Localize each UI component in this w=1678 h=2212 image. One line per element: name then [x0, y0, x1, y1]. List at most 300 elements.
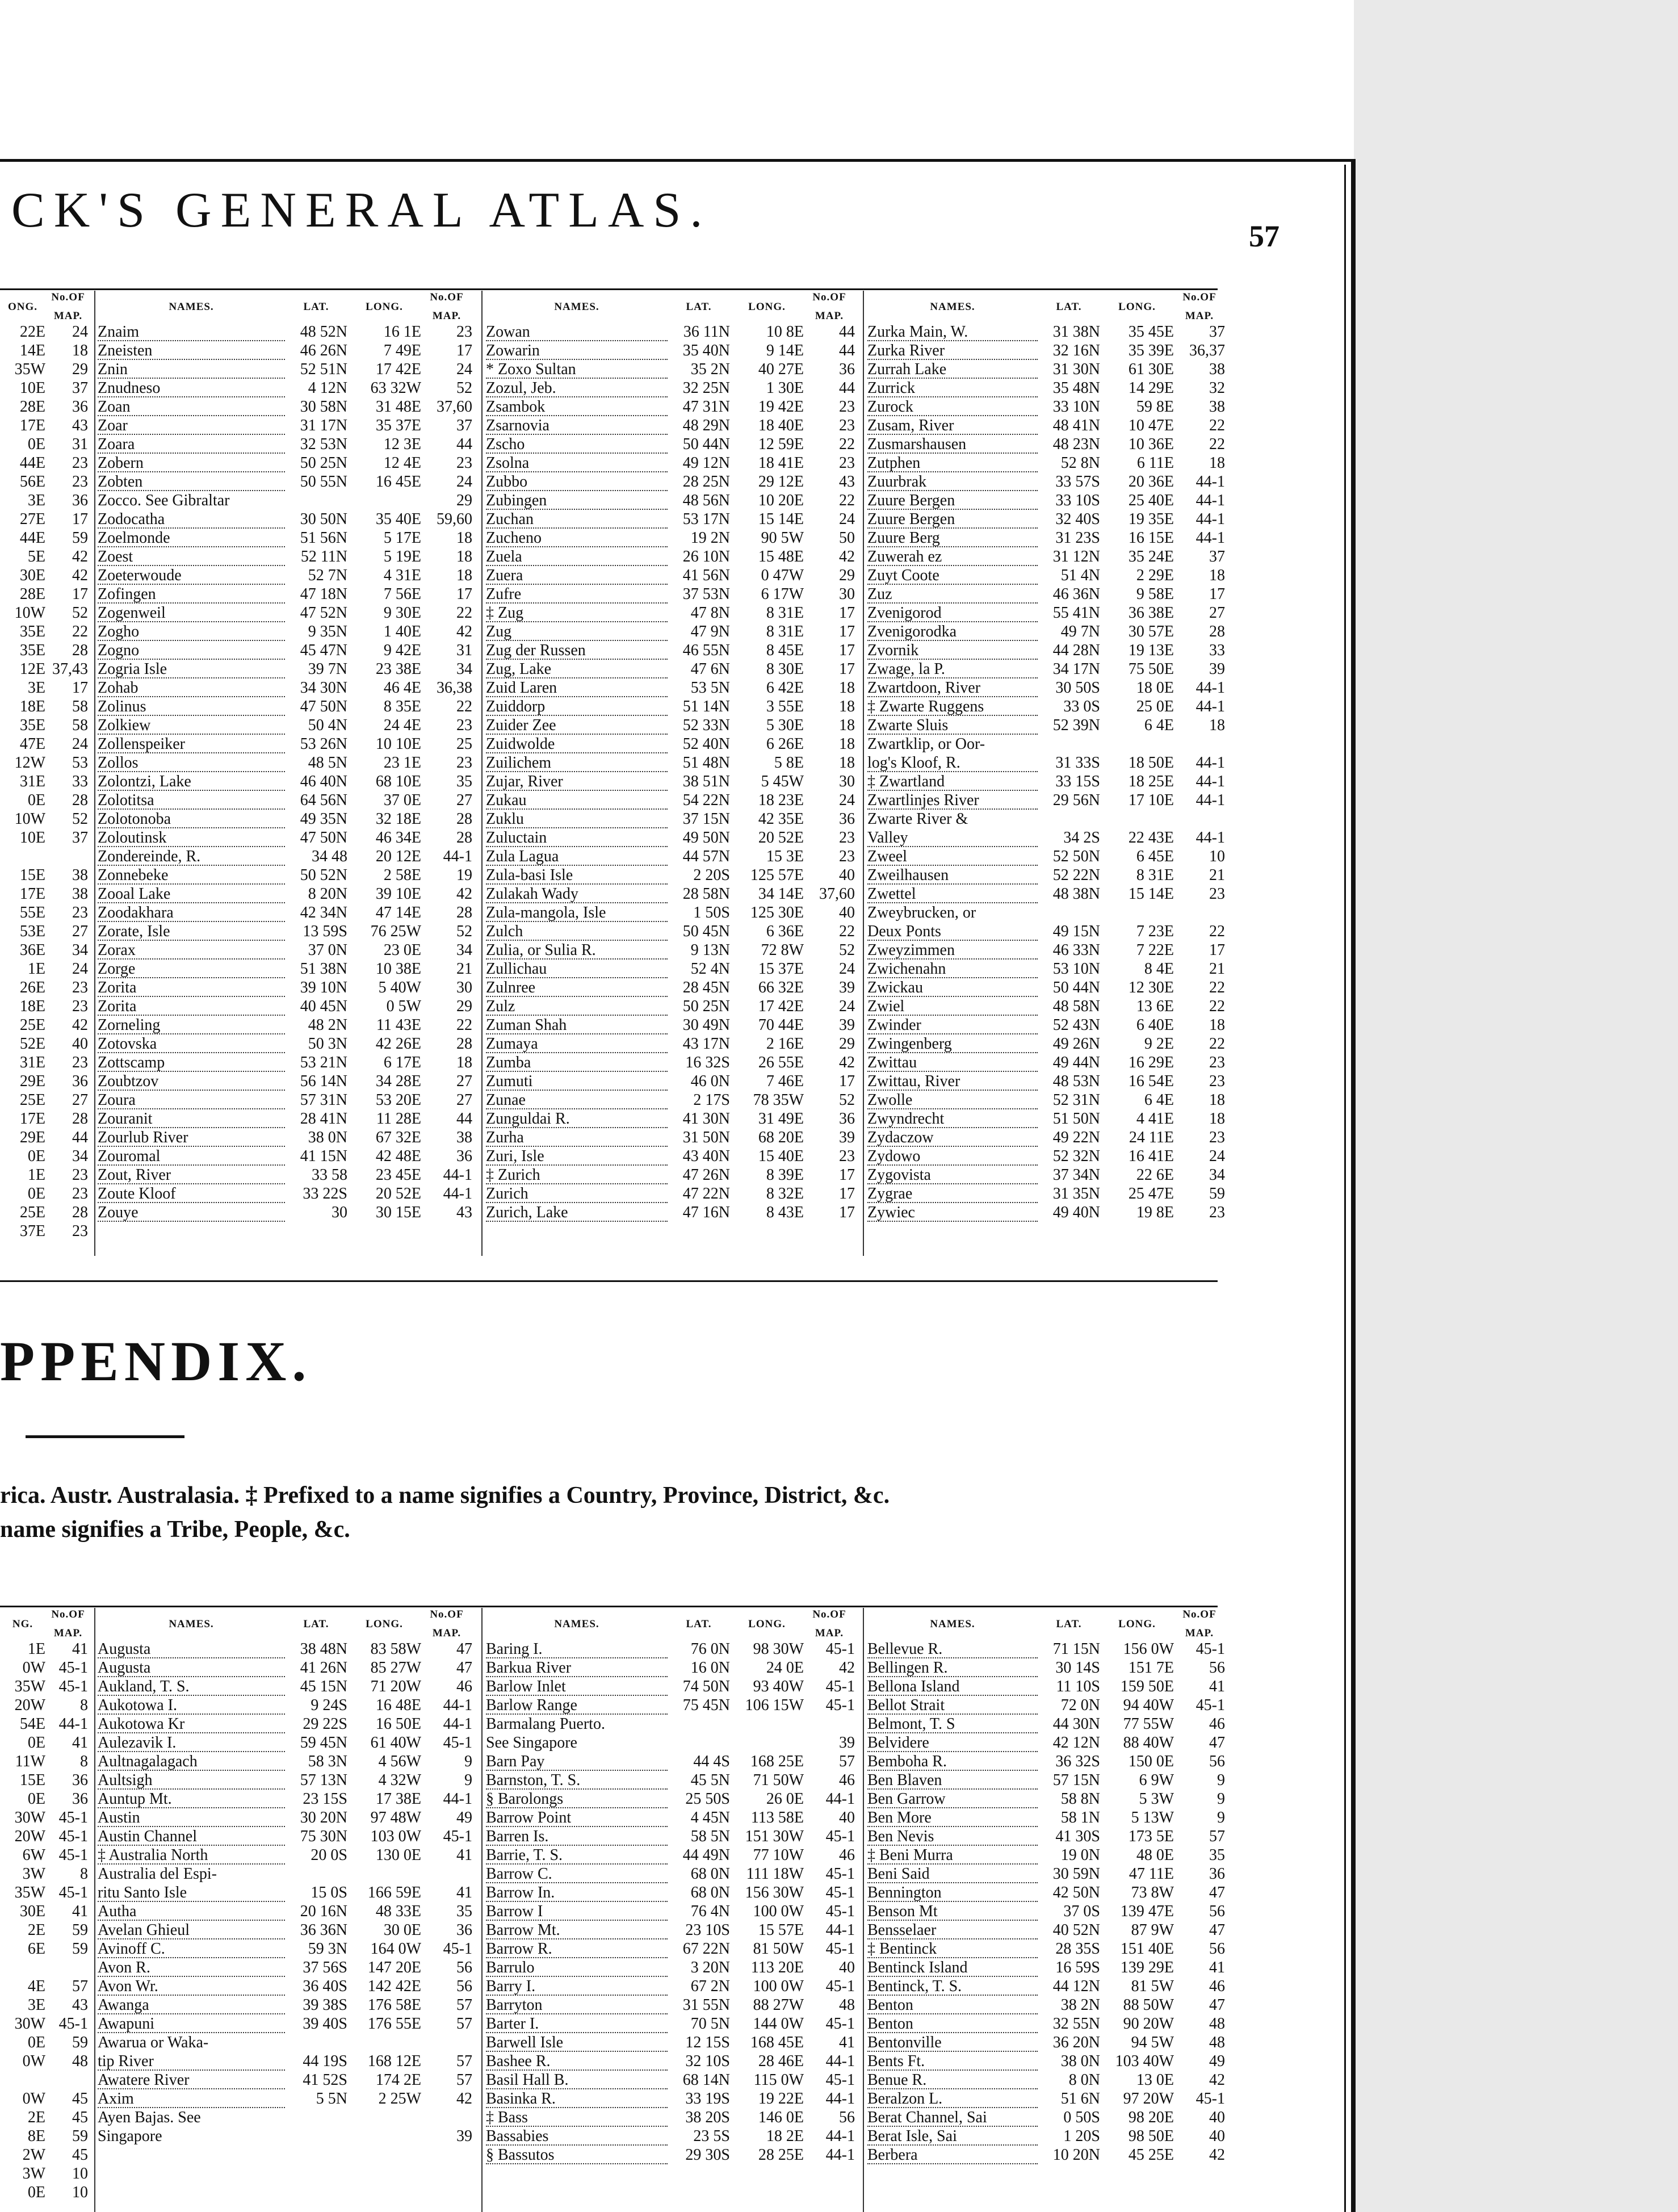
map-number: 28 — [456, 829, 472, 847]
latitude: 32 53N — [300, 435, 347, 453]
map-number: 22 — [1209, 1035, 1225, 1053]
table-row — [98, 510, 478, 529]
table-row — [0, 1166, 91, 1184]
longitude: 111 18W — [746, 1865, 804, 1883]
table-row — [867, 2014, 1231, 2033]
map-number: 42 — [456, 623, 472, 640]
table-row — [486, 1053, 861, 1072]
longitude: 35 39E — [1128, 342, 1174, 359]
latitude: 39 10N — [300, 979, 347, 996]
table-row — [0, 716, 91, 735]
longitude: 18 50E — [1128, 754, 1174, 772]
map-number: 42 — [456, 885, 472, 903]
table-row — [867, 2052, 1231, 2071]
table-row — [867, 1996, 1231, 2014]
latitude: 32 10S — [685, 2052, 730, 2070]
longitude: 39 10E — [375, 885, 421, 903]
place-name: Avon R. — [98, 1958, 285, 1977]
longitude — [0, 847, 45, 866]
place-name: Avon Wr. — [98, 1977, 285, 1996]
place-name: Zurha — [486, 1128, 668, 1147]
latitude: 52 22N — [1052, 866, 1100, 884]
table-row — [98, 660, 478, 678]
latitude: 44 49N — [682, 1846, 730, 1864]
table-row — [98, 1790, 478, 1808]
latitude: 31 12N — [1052, 548, 1100, 565]
latitude: 53 26N — [300, 735, 347, 753]
map-number: 50 — [839, 529, 855, 547]
latitude: 5 5N — [316, 2090, 347, 2108]
place-name: Zwittau, River — [867, 1072, 1038, 1091]
longitude: 22E — [19, 323, 45, 341]
latitude: 1 20S — [1063, 2127, 1100, 2145]
names-header: NAMES. — [554, 300, 599, 313]
longitude: 18 0E — [1136, 679, 1174, 697]
latitude — [668, 1733, 730, 1752]
place-name: Bensselaer — [867, 1921, 1038, 1939]
longitude: 113 20E — [750, 1959, 804, 1976]
map-number: 59 — [72, 2034, 88, 2051]
longitude: 2 29E — [1136, 567, 1174, 584]
map-number: 59 — [72, 2127, 88, 2145]
place-name: Zonnebeke — [98, 866, 285, 885]
table-row — [486, 2146, 861, 2164]
longitude: 6E — [27, 1940, 45, 1958]
map-number: 52 — [72, 604, 88, 622]
longitude: 30 0E — [383, 1921, 421, 1939]
map-number: 21 — [1209, 866, 1225, 884]
table-row — [0, 810, 91, 828]
longitude: 6 26E — [766, 735, 804, 753]
latitude: 33 10N — [1052, 398, 1100, 416]
latitude: 50 44N — [1052, 979, 1100, 996]
longitude: 47E — [19, 735, 45, 753]
column-divider — [481, 1608, 483, 2212]
longitude: 2 25W — [378, 2090, 421, 2108]
map-number: 40 — [72, 1035, 88, 1053]
longitude: 35E — [19, 717, 45, 734]
longitude: 34 14E — [758, 885, 804, 903]
column-header — [98, 1608, 478, 1640]
map-number: 28 — [72, 642, 88, 659]
map-number: 43 — [72, 417, 88, 434]
latitude: 33 22S — [303, 1185, 347, 1203]
names-header: NAMES. — [930, 300, 975, 313]
map-number: 45 — [72, 2090, 88, 2108]
longitude: 34 28E — [375, 1073, 421, 1090]
map-number: 41 — [72, 1734, 88, 1752]
longitude: 9 2E — [1144, 1035, 1174, 1053]
map-number: 28 — [72, 791, 88, 809]
table-row — [0, 866, 91, 885]
map-number: 37 — [456, 417, 472, 434]
map-number: 28 — [456, 810, 472, 828]
table-row — [0, 903, 91, 922]
table-row — [0, 566, 91, 585]
map-number: 45-1 — [1195, 1640, 1225, 1658]
lat-header: LAT. — [686, 1618, 712, 1630]
latitude: 49 15N — [1052, 923, 1100, 940]
place-name: Barrow Point — [486, 1808, 668, 1827]
map-number: 45-1 — [825, 1865, 855, 1883]
longitude: 31E — [19, 1054, 45, 1071]
latitude: 48 41N — [1052, 417, 1100, 434]
latitude: 46 33N — [1052, 941, 1100, 959]
map-number: 39 — [456, 2127, 472, 2145]
map-number: 36 — [456, 1147, 472, 1165]
longitude: 0E — [27, 1147, 45, 1165]
table-row — [486, 960, 861, 978]
longitude: 78 35W — [753, 1091, 804, 1109]
longitude: 94 5W — [1131, 2034, 1174, 2051]
table-row — [867, 1902, 1231, 1921]
map-number: 23 — [72, 998, 88, 1015]
longitude: 17 42E — [758, 998, 804, 1015]
longitude: 3E — [27, 1996, 45, 2014]
latitude: 38 2N — [1060, 1996, 1100, 2014]
place-name: Zowan — [486, 322, 668, 341]
place-name: Zscho — [486, 435, 668, 454]
map-number: 17 — [456, 585, 472, 603]
table-row — [867, 1865, 1231, 1883]
longitude: 18E — [19, 698, 45, 715]
latitude: 47 16N — [682, 1204, 730, 1221]
map-number: 42 — [839, 1659, 855, 1677]
map-number: 29 — [72, 361, 88, 378]
place-name: ‡ Australia North — [98, 1846, 285, 1865]
table-row — [486, 585, 861, 604]
latitude: 68 14N — [682, 2071, 730, 2089]
table-row — [867, 510, 1231, 529]
lat-header: LAT. — [686, 300, 712, 313]
longitude: 6 45E — [1136, 848, 1174, 865]
place-name: Avinoff C. — [98, 1939, 285, 1958]
longitude: 0 47W — [761, 567, 804, 584]
latitude: 3 20N — [690, 1959, 730, 1976]
longitude: 5 19E — [383, 548, 421, 565]
longitude: 37 0E — [383, 791, 421, 809]
map-number: 18 — [1209, 567, 1225, 584]
map-number: 57 — [456, 2052, 472, 2070]
table-row — [0, 322, 91, 341]
map-number: 37,43 — [52, 660, 88, 678]
longitude: 6 42E — [766, 679, 804, 697]
longitude: 2E — [27, 2109, 45, 2126]
place-name: Barnston, T. S. — [486, 1771, 668, 1790]
map-number: 45-1 — [1195, 1696, 1225, 1714]
longitude: 10 47E — [1128, 417, 1174, 434]
place-name: Barmalang Puerto. — [486, 1715, 605, 1733]
longitude: 8 39E — [766, 1166, 804, 1184]
longitude: 176 58E — [367, 1996, 421, 2014]
latitude: 19 0N — [1060, 1846, 1100, 1864]
place-name: Zwiel — [867, 997, 1038, 1016]
longitude: 168 25E — [750, 1753, 804, 1770]
upper-table-top-rule — [0, 288, 1218, 290]
table-row — [0, 2071, 91, 2089]
table-row — [0, 1091, 91, 1109]
longitude: 0E — [27, 1185, 45, 1203]
place-name: Barrow C. — [486, 1865, 668, 1883]
map-number: 45-1 — [825, 1640, 855, 1658]
place-name: Zolontzi, Lake — [98, 772, 285, 791]
table-row — [0, 660, 91, 678]
longitude: 8E — [27, 2127, 45, 2145]
longitude: 40 27E — [758, 361, 804, 378]
longitude: 93 40W — [753, 1678, 804, 1695]
place-name: Bentinck Island — [867, 1958, 1038, 1977]
map-number: 47 — [1209, 1884, 1225, 1901]
map-number: 45-1 — [825, 2071, 855, 2089]
longitude: 35E — [19, 623, 45, 640]
table-row — [486, 1977, 861, 1996]
latitude: 4 45N — [690, 1809, 730, 1826]
map-number: 17 — [72, 510, 88, 528]
longitude: 19 13E — [1128, 642, 1174, 659]
map-number: 9 — [1217, 1809, 1225, 1826]
table-row — [486, 1939, 861, 1958]
place-name: Zohab — [98, 678, 285, 697]
latitude: 58 8N — [1060, 1790, 1100, 1808]
place-name: Znudneso — [98, 379, 285, 397]
place-name: Baring I. — [486, 1640, 668, 1658]
table-row — [98, 1902, 478, 1921]
map-number — [804, 1715, 855, 1733]
map-number: 45-1 — [825, 1884, 855, 1901]
map-number: 37 — [1209, 323, 1225, 341]
table-row — [486, 1958, 861, 1977]
map-number: 36,38 — [437, 679, 472, 697]
table-row — [98, 1658, 478, 1677]
map-number: 22 — [1209, 979, 1225, 996]
map-number: 10 — [1209, 848, 1225, 865]
longitude: 11W — [15, 1753, 45, 1770]
appendix-legend-line-1: rica. Austr. Australasia. ‡ Prefixed to a name signifies a Country, Province, District, &c. — [0, 1482, 890, 1509]
latitude: 48 53N — [1052, 1073, 1100, 1090]
map-number: 52 — [839, 941, 855, 959]
table-row — [98, 472, 478, 491]
place-name: Zwingenberg — [867, 1034, 1038, 1053]
latitude: 38 0N — [1060, 2052, 1100, 2070]
longitude: 54E — [19, 1715, 45, 1733]
table-row — [486, 1790, 861, 1808]
table-row — [0, 1034, 91, 1053]
table-row — [867, 360, 1231, 379]
place-name: Zouromal — [98, 1147, 285, 1166]
longitude: 6 11E — [1136, 454, 1174, 472]
map-number: 47 — [456, 1659, 472, 1677]
latitude — [285, 491, 347, 510]
longitude: 32 18E — [375, 810, 421, 828]
latitude: 9 35N — [308, 623, 347, 640]
table-row — [867, 1128, 1231, 1147]
longitude: 14 29E — [1128, 379, 1174, 397]
map-number: 10 — [72, 2165, 88, 2182]
longitude: 18E — [19, 998, 45, 1015]
latitude: 37 15N — [682, 810, 730, 828]
map-header: No.OF MAP. — [812, 1608, 846, 1639]
map-number: 48 — [72, 2052, 88, 2070]
latitude: 33 15S — [1055, 773, 1100, 790]
map-number: 45-1 — [58, 1809, 88, 1826]
place-name: Zwolle — [867, 1091, 1038, 1109]
table-row — [0, 978, 91, 997]
place-name: Berat Isle, Sai — [867, 2127, 1038, 2146]
latitude: 46 36N — [1052, 585, 1100, 603]
place-name: Zoar — [98, 416, 285, 435]
latitude: 31 30N — [1052, 361, 1100, 378]
place-name: ritu Santo Isle — [98, 1883, 285, 1902]
longitude: 73 8W — [1131, 1884, 1174, 1901]
longitude: 2 58E — [383, 866, 421, 884]
latitude: 76 0N — [690, 1640, 730, 1658]
latitude: 68 0N — [690, 1865, 730, 1883]
long-header: LONG. — [1118, 300, 1156, 313]
table-row — [0, 772, 91, 791]
map-number: 32 — [1209, 379, 1225, 397]
longitude: 7 56E — [383, 585, 421, 603]
map-number: 45-1 — [1195, 2090, 1225, 2108]
place-name: Zydaczow — [867, 1128, 1038, 1147]
column-header — [867, 1608, 1231, 1640]
map-number: 38 — [456, 1129, 472, 1146]
table-row — [98, 1827, 478, 1846]
longitude: 13 6E — [1136, 998, 1174, 1015]
map-number: 35 — [1209, 1846, 1225, 1864]
page-number: 57 — [1249, 219, 1280, 253]
longitude: 12 3E — [383, 435, 421, 453]
latitude: 70 5N — [690, 2015, 730, 2033]
table-row — [0, 960, 91, 978]
map-number: 37 — [72, 379, 88, 397]
longitude — [347, 1865, 421, 1883]
latitude: 51 14N — [682, 698, 730, 715]
map-number: 56 — [1209, 1753, 1225, 1770]
table-row — [98, 697, 478, 716]
map-number: 34 — [456, 941, 472, 959]
place-name: Zumuti — [486, 1072, 668, 1091]
table-row — [0, 1053, 91, 1072]
upper-cut-column — [0, 291, 91, 1241]
latitude: 39 7N — [308, 660, 347, 678]
place-name: Zunguldai R. — [486, 1109, 668, 1128]
latitude: 46 55N — [682, 642, 730, 659]
table-row — [486, 1184, 861, 1203]
place-name: Zulch — [486, 922, 668, 941]
map-header: No.OF MAP. — [430, 291, 464, 322]
place-name: Avelan Ghieul — [98, 1921, 285, 1939]
map-number: 40 — [1209, 2127, 1225, 2145]
place-name: Zullichau — [486, 960, 668, 978]
table-row — [867, 1166, 1231, 1184]
longitude: 85 27W — [370, 1659, 421, 1677]
latitude: 39 38S — [303, 1996, 347, 2014]
latitude: 52 32N — [1052, 1147, 1100, 1165]
place-name: Barn Pay — [486, 1752, 668, 1771]
place-name: Aukland, T. S. — [98, 1677, 285, 1696]
longitude: 174 2E — [375, 2071, 421, 2089]
place-name: Zuz — [867, 585, 1038, 604]
appendix-rule — [26, 1435, 184, 1438]
table-row — [0, 753, 91, 772]
map-number: 18 — [1209, 1016, 1225, 1034]
table-row — [867, 997, 1231, 1016]
lower-column-2 — [486, 1608, 861, 2164]
column-divider — [863, 1608, 864, 2212]
page-title: CK'S GENERAL ATLAS. — [11, 183, 712, 238]
map-number — [421, 2033, 472, 2052]
table-row — [98, 454, 478, 472]
place-name: Zvenigorodka — [867, 622, 1038, 641]
table-row — [0, 678, 91, 697]
longitude: 20W — [14, 1696, 45, 1714]
map-number: 39 — [839, 979, 855, 996]
latitude: 68 0N — [690, 1884, 730, 1901]
longitude: 27E — [19, 510, 45, 528]
map-number: 40 — [839, 904, 855, 921]
latitude: 9 13N — [690, 941, 730, 959]
map-number: 46 — [1209, 1978, 1225, 1995]
table-row — [98, 566, 478, 585]
longitude: 35W — [14, 1678, 45, 1695]
table-row — [486, 1771, 861, 1790]
latitude: 31 23S — [1055, 529, 1100, 547]
latitude: 43 40N — [682, 1147, 730, 1165]
place-name: Zutphen — [867, 454, 1038, 472]
map-number: 23 — [839, 1147, 855, 1165]
longitude: 77 55W — [1123, 1715, 1174, 1733]
place-name: tip River — [98, 2052, 285, 2071]
map-number: 9 — [464, 1771, 472, 1789]
table-row — [98, 1677, 478, 1696]
latitude: 4 12N — [308, 379, 347, 397]
latitude: 42 34N — [300, 904, 347, 921]
table-row — [0, 2033, 91, 2052]
table-row — [0, 1640, 91, 1658]
place-name: See Singapore — [486, 1734, 577, 1752]
latitude: 35 48N — [1052, 379, 1100, 397]
longitude: 115 0W — [753, 2071, 804, 2089]
map-number: 18 — [1209, 717, 1225, 734]
map-number: 42 — [1209, 2071, 1225, 2089]
latitude: 48 23N — [1052, 435, 1100, 453]
place-name: Zwartlinjes River — [867, 791, 1038, 810]
latitude: 28 35S — [1055, 1940, 1100, 1958]
latitude: 47 50N — [300, 698, 347, 715]
map-number — [1174, 810, 1225, 828]
place-name: Beni Said — [867, 1865, 1038, 1883]
longitude: 12W — [14, 754, 45, 772]
table-row — [486, 604, 861, 622]
longitude: 10 38E — [375, 960, 421, 978]
latitude: 45 5N — [690, 1771, 730, 1789]
map-number: 36 — [72, 492, 88, 509]
table-row — [867, 341, 1231, 360]
longitude: 10 36E — [1128, 435, 1174, 453]
longitude — [730, 1715, 804, 1733]
map-number: 44 — [72, 1129, 88, 1146]
map-number: 28 — [72, 1204, 88, 1221]
place-name: ‡ Bentinck — [867, 1939, 1038, 1958]
latitude: 47 50N — [300, 829, 347, 847]
map-number: 36,37 — [1189, 342, 1225, 359]
map-number: 57 — [72, 1978, 88, 1995]
place-name: Barryton — [486, 1996, 668, 2014]
table-row — [98, 1166, 478, 1184]
table-row — [486, 2108, 861, 2127]
map-number: 23 — [456, 323, 472, 341]
longitude: 90 5W — [761, 529, 804, 547]
